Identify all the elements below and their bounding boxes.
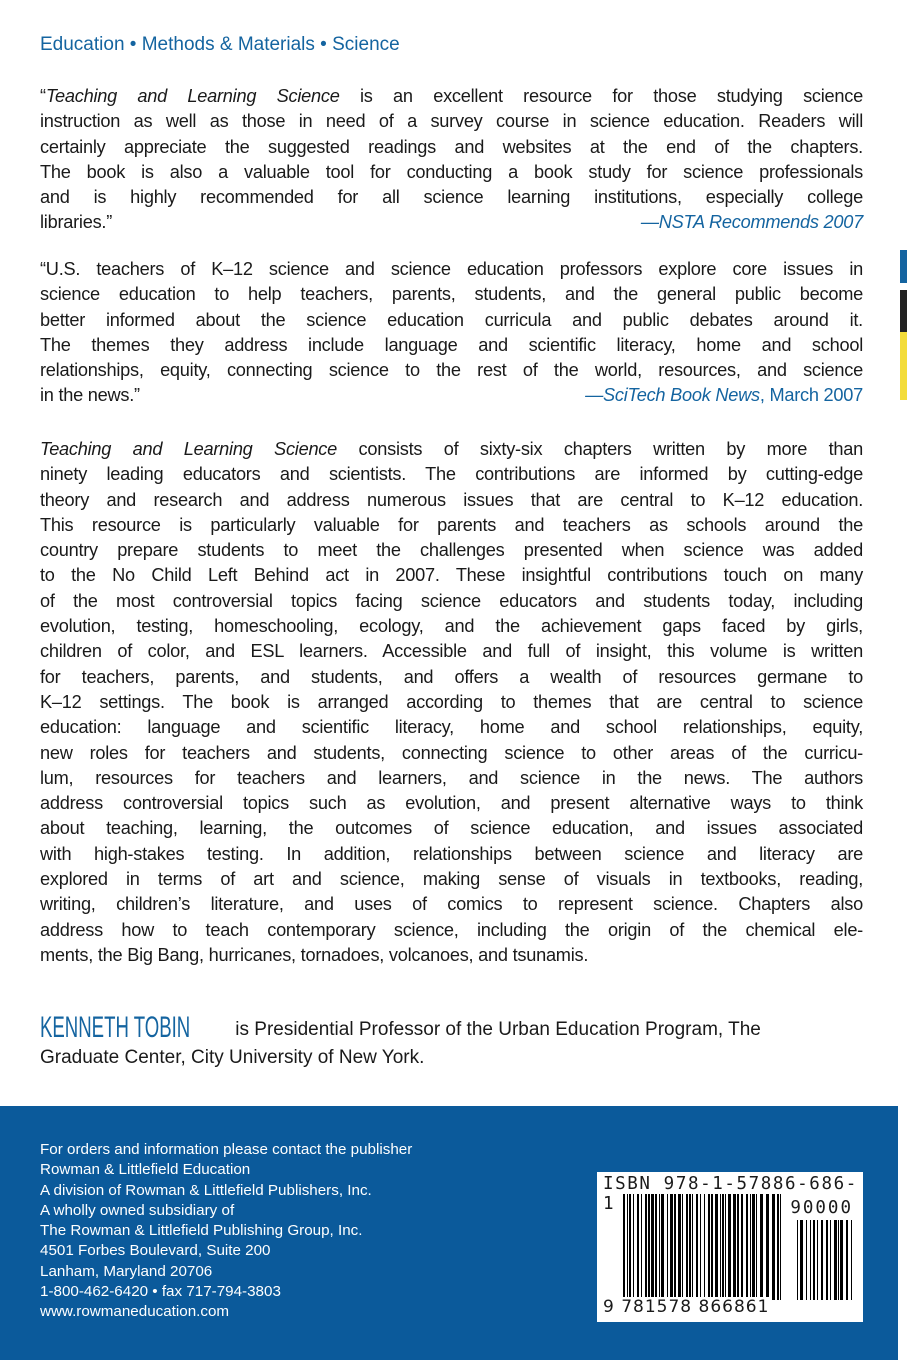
barcode-bar xyxy=(826,1220,828,1300)
text-segment: consists of sixty-six chapters written by more than xyxy=(337,439,863,459)
footer-line: The Rowman & Littlefield Publishing Group, Inc. xyxy=(40,1222,363,1240)
text-line xyxy=(40,135,863,160)
barcode-bar xyxy=(810,1220,811,1300)
barcode-bar xyxy=(645,1194,647,1300)
barcode-bar xyxy=(633,1194,634,1300)
text-line xyxy=(40,84,863,109)
barcode-bar xyxy=(722,1194,724,1300)
barcode-bar xyxy=(830,1220,831,1300)
barcode-bar xyxy=(655,1194,657,1300)
text-line: country prepare students to meet the challenges presented when science was added xyxy=(40,540,863,561)
footer-line: A division of Rowman & Littlefield Publishers, Inc. xyxy=(40,1181,372,1199)
footer-line: Lanham, Maryland 20706 xyxy=(40,1262,213,1280)
barcode-bar xyxy=(629,1194,631,1300)
barcode-bar xyxy=(737,1194,739,1300)
barcode-bar xyxy=(752,1194,755,1300)
text-segment: instruction as well as those in need of a survey course in science education. Readers will xyxy=(40,111,863,132)
text-segment: The book is also a valuable tool for conducting a book study for science professionals xyxy=(40,161,863,182)
barcode-bar xyxy=(648,1194,650,1300)
text-line xyxy=(40,308,863,333)
barcode-bar xyxy=(674,1194,676,1300)
barcode-bar xyxy=(641,1194,642,1300)
review-attribution xyxy=(585,383,863,408)
edge-color-mark xyxy=(900,332,907,400)
barcode-bar xyxy=(772,1194,775,1300)
barcode-bar xyxy=(756,1194,757,1300)
barcode-bar xyxy=(659,1194,660,1300)
text-line: about teaching, learning, the outcomes of science education, and issues associated xyxy=(40,818,863,839)
edge-color-mark xyxy=(900,250,907,283)
text-line xyxy=(40,282,863,307)
text-segment: certainly appreciate the suggested readings and websites at the end of the chapters. xyxy=(40,136,863,157)
barcode-bar xyxy=(750,1194,751,1300)
barcode-bar xyxy=(682,1194,683,1300)
author-bio-line2: Graduate Center, City University of New York. xyxy=(40,1047,425,1068)
text-line xyxy=(40,160,863,185)
barcode-bar xyxy=(817,1220,818,1300)
isbn-text: ISBN 978-1-57886-686-1 xyxy=(603,1174,858,1214)
barcode-bar xyxy=(651,1194,654,1300)
barcode-bar xyxy=(838,1220,839,1300)
barcode-bar xyxy=(725,1194,726,1300)
text-segment: in the news.” xyxy=(40,385,140,406)
barcode-bar xyxy=(733,1194,736,1300)
attribution-source: —SciTech Book News xyxy=(585,385,760,406)
book-description xyxy=(40,437,863,968)
text-line: children of color, and ESL learners. Accessible and full of insight, this volume is written xyxy=(40,641,863,662)
barcode-bar xyxy=(766,1194,769,1300)
text-line: ments, the Big Bang, hurricanes, tornadoes, volcanoes, and tsunamis. xyxy=(40,944,589,965)
barcode-bar xyxy=(741,1194,743,1300)
publisher-contact xyxy=(40,1140,412,1323)
isbn-barcode xyxy=(597,1172,863,1322)
barcode-bar xyxy=(692,1194,693,1300)
barcode-bar xyxy=(780,1194,781,1300)
barcode-bar xyxy=(689,1194,691,1300)
text-line: address how to teach contemporary science, including the origin of the chemical ele- xyxy=(40,919,863,940)
text-segment: better informed about the science education curricula and public debates around it. xyxy=(40,309,863,330)
text-line xyxy=(40,257,863,282)
text-segment: The themes they address include language and scientific literacy, home and school xyxy=(40,334,863,355)
text-segment: “U.S. teachers of K–12 science and science education professors explore core issues in xyxy=(40,259,863,279)
text-line: writing, children’s literature, and uses of comics to represent science. Chapters also xyxy=(40,894,863,915)
text-segment: and is highly recommended for all science learning institutions, especially college xyxy=(40,187,863,208)
barcode-bar xyxy=(686,1194,688,1300)
text-segment: libraries.” xyxy=(40,212,113,233)
text-line xyxy=(40,358,863,383)
barcode-bar xyxy=(746,1194,748,1300)
edge-mark xyxy=(898,1106,907,1154)
barcode-bar xyxy=(711,1194,713,1300)
barcode-bar xyxy=(670,1194,673,1300)
barcode-bar xyxy=(696,1194,698,1300)
text-line: address controversial topics such as evolution, and present alternative ways to think xyxy=(40,793,863,814)
category-line: Education • Methods & Materials • Science xyxy=(40,34,400,55)
text-segment: relationships, equity, connecting science to the rest of the world, resources, and science xyxy=(40,360,863,381)
footer-line: A wholly owned subsidiary of xyxy=(40,1201,235,1219)
barcode-bar xyxy=(715,1194,718,1300)
barcode-bar xyxy=(777,1194,779,1300)
text-line: ninety leading educators and scientists. The contributions are informed by cutting-edge xyxy=(40,464,863,485)
barcode-bar xyxy=(708,1194,710,1300)
barcode-bar xyxy=(623,1194,625,1300)
text-line xyxy=(40,109,863,134)
barcode-bar xyxy=(806,1220,807,1300)
author-name: KENNETH TOBIN xyxy=(40,1011,191,1044)
author-bio-line1: is Presidential Professor of the Urban Education Program, The xyxy=(230,1019,761,1040)
attribution-date: , March 2007 xyxy=(759,385,863,406)
footer-line: 4501 Forbes Boulevard, Suite 200 xyxy=(40,1242,271,1260)
barcode-bar xyxy=(720,1194,721,1300)
barcode-bar xyxy=(846,1220,848,1300)
barcode-bar xyxy=(851,1220,852,1300)
text-line: with high-stakes testing. In addition, relationships between science and literacy are xyxy=(40,843,863,864)
text-line: evolution, testing, homeschooling, ecology, and the achievement gaps faced by girls, xyxy=(40,616,863,637)
text-line: K–12 settings. The book is arranged according to themes that are central to science xyxy=(40,691,863,712)
footer-line: Rowman & Littlefield Education xyxy=(40,1161,251,1179)
footer-line: For orders and information please contact the publisher xyxy=(40,1141,413,1158)
text-line: to the No Child Left Behind act in 2007. These insightful contributions touch on many xyxy=(40,565,863,586)
publisher-footer xyxy=(0,1106,898,1360)
review-nsta xyxy=(40,84,863,236)
barcode-bar xyxy=(728,1194,731,1300)
barcode-bar xyxy=(700,1194,701,1300)
text-line xyxy=(40,383,863,408)
text-line xyxy=(40,210,863,235)
barcode-bar xyxy=(678,1194,681,1300)
footer-line: 1-800-462-6420 • fax 717-794-3803 xyxy=(40,1283,281,1301)
barcode-bar xyxy=(637,1194,639,1300)
book-title: Teaching and Learning Science xyxy=(40,439,338,459)
text-line: new roles for teachers and students, connecting science to other areas of the curricu- xyxy=(40,742,863,763)
text-line: theory and research and address numerous issues that are central to K–12 education. xyxy=(40,489,863,510)
barcode-bar xyxy=(840,1220,843,1300)
text-segment: science education to help teachers, parents, students, and the general public become xyxy=(40,284,863,305)
text-line xyxy=(40,185,863,210)
barcode-bar xyxy=(627,1194,628,1300)
review-scitech xyxy=(40,257,863,409)
text-line: This resource is particularly valuable for parents and teachers as schools around the xyxy=(40,514,863,535)
barcode-bar xyxy=(760,1194,763,1300)
barcode-bar xyxy=(800,1220,803,1300)
text-line xyxy=(40,333,863,358)
text-segment: “ xyxy=(40,86,46,106)
text-line xyxy=(40,437,863,462)
barcode-bar xyxy=(834,1220,837,1300)
footer-line: www.rowmaneducation.com xyxy=(40,1303,230,1321)
text-line: for teachers, parents, and students, and offers a wealth of resources germane to xyxy=(40,666,863,687)
text-line: lum, resources for teachers and learners, and science in the news. The authors xyxy=(40,767,863,788)
barcode-bar xyxy=(704,1194,705,1300)
text-line: explored in terms of art and science, making sense of visuals in textbooks, reading, xyxy=(40,869,863,890)
author-bio xyxy=(40,1011,863,1072)
barcode-bar xyxy=(813,1220,815,1300)
barcode-bar xyxy=(821,1220,823,1300)
text-line: education: language and scientific literacy, home and school relationships, equity, xyxy=(40,717,863,738)
text-segment: is an excellent resource for those studying science xyxy=(339,86,863,106)
barcode-bar xyxy=(797,1220,798,1300)
price-code: 90000 xyxy=(790,1198,853,1218)
barcode-bar xyxy=(661,1194,664,1300)
barcode-digits: 9 781578 866861 xyxy=(603,1297,770,1317)
text-line: of the most controversial topics facing science educators and students today, including xyxy=(40,590,863,611)
review-attribution: —NSTA Recommends 2007 xyxy=(640,212,863,233)
book-title: Teaching and Learning Science xyxy=(45,86,340,106)
edge-color-mark xyxy=(900,290,907,332)
barcode-bar xyxy=(667,1194,668,1300)
